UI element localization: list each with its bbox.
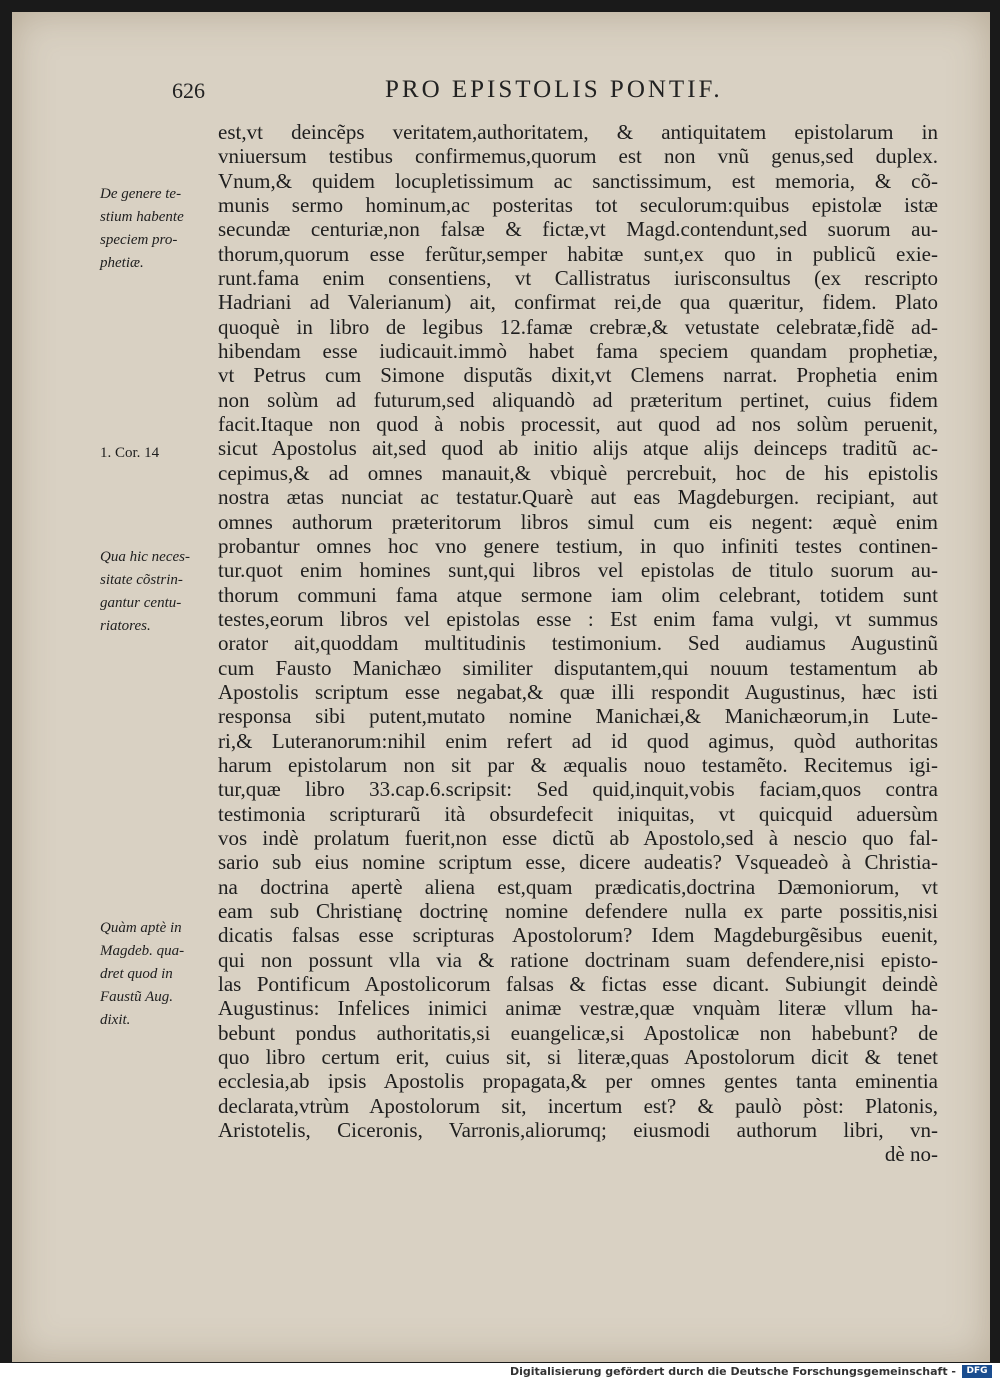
margin-note-line: speciem pro-: [100, 232, 178, 248]
margin-note-cor: [100, 442, 230, 465]
text-line: las Pontificum Apostolicorum falsas & fictas esse dicant. Subiungit deindè: [218, 972, 938, 997]
margin-note-line: dret quod in: [100, 966, 173, 982]
text-line: vniuersum testibus confirmemus,quorum est non vnũ genus,sed duplex.: [218, 144, 938, 169]
text-line: tur.quot enim homines sunt,qui libros vel epistolas de titulo suorum au-: [218, 558, 938, 583]
text-line: harum epistolarum non sit par & æqualis nouo testamẽto. Recitemus igi-: [218, 752, 938, 777]
text-line: tur,quæ libro 33.cap.6.scripsit: Sed quid,inquit,vobis faciam,quos contra: [218, 777, 938, 802]
margin-note-line: riatores.: [100, 618, 151, 634]
margin-note-line: sitate cõstrin-: [100, 572, 183, 588]
text-line: bebunt pondus authoritatis,si euangelicæ,si Apostolicæ non habebunt? de: [218, 1020, 938, 1045]
footer-credit: Digitalisierung gefördert durch die Deutsche Forschungsgemeinschaft -: [509, 1365, 956, 1378]
footer-bar: [0, 1363, 1000, 1381]
text-line: Augustinus: Infelices inimici animæ vestræ,quæ vnquàm literæ vllum ha-: [218, 996, 938, 1021]
margin-note-line: De genere te-: [100, 186, 182, 202]
text-line: runt.fama enim consentiens, vt Callistratus iurisconsultus (ex rescripto: [218, 266, 938, 291]
text-line: vt Petrus cum Simone disputãs dixit,vt Clemens narrat. Prophetia enim: [218, 363, 938, 388]
text-line: sario sub eius nomine scriptum esse, dicere audeatis? Vsqueadeò à Christia-: [218, 850, 938, 875]
text-line: quoquè in libro de legibus 12.famæ crebræ,& vetustate celebratæ,fidẽ ad-: [218, 314, 938, 339]
text-line: hibendam esse iudicauit.immò habet fama speciem quandam prophetiæ,: [218, 339, 938, 364]
text-line: ri,& Luteranorum:nihil enim refert ad id quod agimus, quòd authoritas: [218, 728, 938, 753]
margin-note-line: Qua hic neces-: [100, 549, 190, 565]
text-line: testimonia scripturarũ ità obsurdefecit iniquitas, vt quicquid aduersùm: [218, 801, 938, 826]
text-line: thorum,quorum esse ferũtur,semper habitæ sunt,ex quo in publicũ exie-: [218, 241, 938, 266]
margin-note-line: Magdeb. qua-: [100, 943, 185, 959]
text-line: Aristotelis, Ciceronis, Varronis,aliorumq; eiusmodi authorum libri, vn-: [218, 1118, 938, 1143]
text-line: est,vt deincẽps veritatem,authoritatem, & antiquitatem epistolarum in: [218, 120, 938, 144]
text-line: declarata,vtrùm Apostolorum sit, incertum est? & paulò pòst: Platonis,: [218, 1093, 938, 1118]
margin-note-de-genere: [100, 183, 230, 275]
text-line: eam sub Christianę doctrinę nomine defendere nulla ex parte possitis,nisi: [218, 899, 938, 923]
text-line: munis sermo hominum,ac posteritas tot seculorum:quibus epistolæ istæ: [218, 193, 938, 218]
margin-note-line: dixit.: [100, 1012, 131, 1028]
text-line: ecclesia,ab ipsis Apostolis propagata,& per omnes gentes tanta eminentia: [218, 1069, 938, 1094]
text-line: Hadriani ad Valerianum) ait, confirmat rei,de qua quæritur, fidem. Plato: [218, 290, 938, 315]
text-line: thorum communi fama atque sermone iam olim celebrant, totidem sunt: [218, 582, 938, 607]
margin-note-line: phetiæ.: [100, 255, 144, 271]
text-line: qui non possunt vlla via & ratione doctrinam suam defendere,nisi episto-: [218, 947, 938, 972]
text-line: cum Fausto Manichæo similiter disputantem,qui nouum testamentum ab: [218, 655, 938, 680]
text-line: cepimus,& ad omnes manauit,& vbiquè percrebuit, hoc de his epistolis: [218, 460, 938, 485]
text-line: sicut Apostolus ait,sed quod ab initio alijs atque alijs deinceps traditũ ac-: [218, 436, 938, 461]
text-line: nostra ætas nunciat ac testatur.Quarè aut eas Magdeburgen. recipiant, aut: [218, 485, 938, 510]
dfg-logo: DFG: [962, 1365, 992, 1378]
margin-note-line: Quàm aptè in: [100, 920, 182, 936]
margin-note-line: 1. Cor. 14: [100, 445, 160, 461]
page-header: [0, 78, 1000, 114]
margin-note-quam-apte: [100, 917, 230, 1032]
text-line: secundæ centuriæ,non falsæ & fictæ,vt Magd.contendunt,sed suorum au-: [218, 217, 938, 242]
margin-note-necessitate: [100, 546, 230, 638]
text-line: facit.Itaque non quod à nobis processit, aut quod ad nos solùm peruenit,: [218, 412, 938, 437]
page-number: 626: [172, 78, 205, 103]
text-line: orator ait,quoddam multitudinis testimonium. Sed audiamus Augustinũ: [218, 631, 938, 656]
text-line: dè no-: [884, 1142, 938, 1167]
text-line: non solùm ad futurum,sed aliquandò ad præteritum pertinet, cuius fidem: [218, 387, 938, 412]
body-text: [218, 120, 938, 1167]
text-line: vos indè prolatum fuerit,non esse dictũ ab Apostolo,sed à nescio quo fal-: [218, 825, 938, 850]
text-line: quo libro certum erit, cuius sit, si literæ,quas Apostolorum dicit & tenet: [218, 1045, 938, 1070]
text-line: Apostolis scriptum esse negabat,& quæ illi respondit Augustinus, hæc isti: [218, 679, 938, 704]
text-line: responsa sibi putent,mutato nomine Manichæi,& Manichæorum,in Lute-: [218, 704, 938, 729]
margin-note-line: stium habente: [100, 209, 184, 225]
text-line: na doctrina apertè aliena est,quam prædicatis,doctrina Dæmoniorum, vt: [218, 874, 938, 899]
text-line: Vnum,& quidem locupletissimum ac sanctissimum, est memoria, & cõ-: [218, 168, 938, 193]
running-title: PRO EPISTOLIS PONTIF.: [385, 76, 723, 103]
text-line: dicatis falsas esse scripturas Apostolorum? Idem Magdeburgẽsibus euenit,: [218, 923, 938, 948]
text-line: testes,eorum libros vel epistolas esse : Est enim fama vulgi, vt summus: [218, 606, 938, 631]
text-line: omnes authorum præteritorum libros simul cum eis negent: æquè enim: [218, 509, 938, 534]
text-line: probantur omnes hoc vno genere testium, in quo infiniti testes continen-: [218, 533, 938, 558]
margin-note-line: gantur centu-: [100, 595, 182, 611]
margin-note-line: Faustũ Aug.: [100, 989, 174, 1005]
